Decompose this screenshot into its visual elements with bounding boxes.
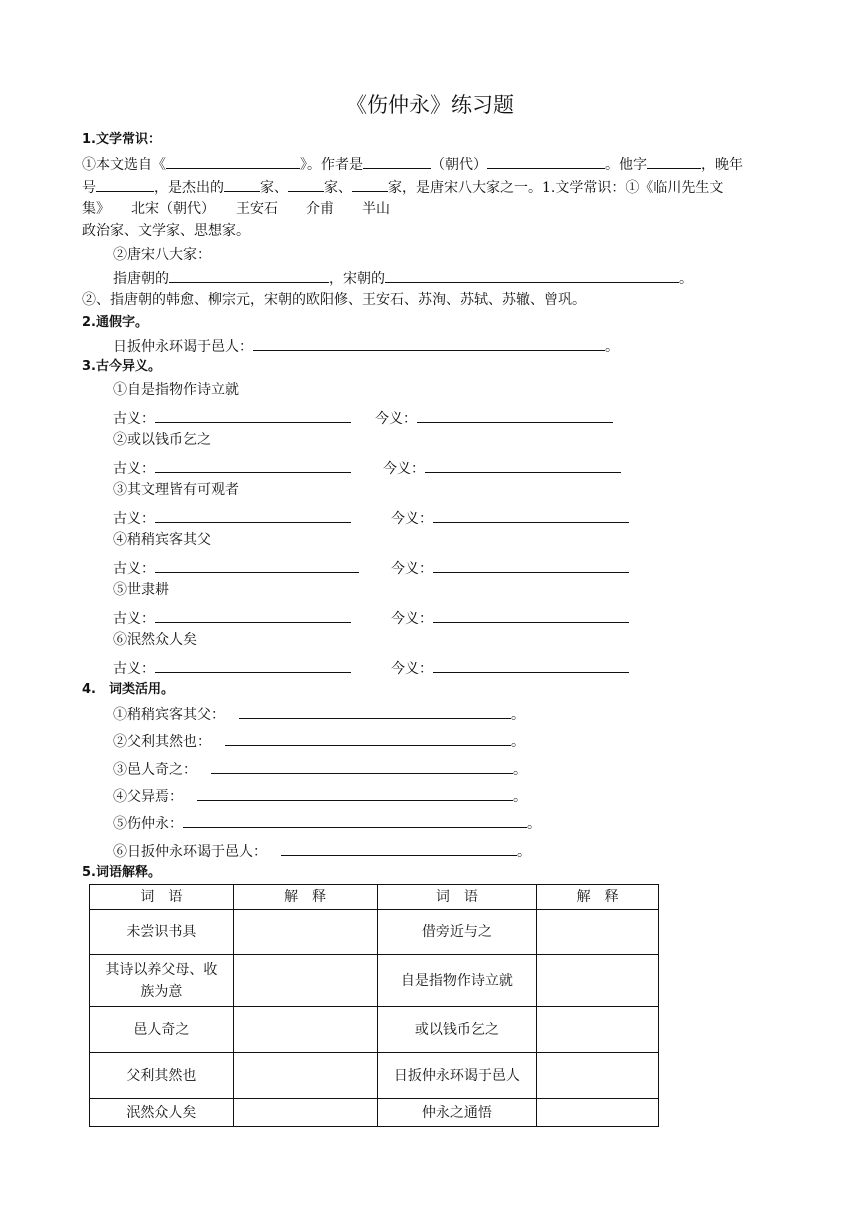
- blank-author[interactable]: [363, 154, 431, 169]
- table-row: [90, 910, 659, 955]
- blank-tongjia[interactable]: [253, 336, 605, 351]
- s4-text: 。: [511, 707, 525, 723]
- answer-cell[interactable]: [537, 1099, 659, 1127]
- s4-label: ②父利其然也：: [113, 734, 211, 750]
- s4-item-2: [113, 731, 525, 751]
- s4-item-5: [113, 813, 541, 833]
- s1-text: 家，是唐宋八大家之一。1.文学常识：①《临川先生文: [388, 180, 724, 196]
- s3-label: 今义：: [391, 661, 433, 677]
- term-cell: 或以钱币乞之: [377, 1007, 537, 1053]
- s3-label: 古义：: [113, 661, 155, 677]
- section-4-heading: 4. 词类活用。: [82, 682, 174, 697]
- s4-item-1: [113, 704, 525, 724]
- table-row: [90, 1007, 659, 1053]
- blank-hao[interactable]: [96, 177, 154, 192]
- s1-line4: 政治家、文学家、思想家。: [82, 223, 250, 239]
- s4-label: ⑥日扳仲永环谒于邑人：: [113, 844, 267, 860]
- answer-cell[interactable]: [537, 1007, 659, 1053]
- page-title: 《伤仲永》练习题: [346, 93, 514, 117]
- s1-text: 指唐朝的: [113, 271, 169, 287]
- s1-text: 家、: [260, 180, 288, 196]
- s3-answer-2: [113, 458, 621, 478]
- s3-label: 今义：: [391, 561, 433, 577]
- s1-text: ，宋朝的: [329, 271, 385, 287]
- s4-label: ①稍稍宾客其父：: [113, 707, 225, 723]
- s3-label: 今义：: [391, 511, 433, 527]
- blank-jin-4[interactable]: [433, 558, 629, 573]
- section-2-heading: 2.通假字。: [82, 315, 148, 330]
- section-3-heading: 3.古今异义。: [82, 359, 161, 374]
- s4-text: 。: [513, 789, 527, 805]
- s3-answer-5: [113, 608, 629, 628]
- s3-answer-1: [113, 408, 613, 428]
- blank-gu-6[interactable]: [155, 658, 351, 673]
- blank-tang-writers[interactable]: [169, 268, 329, 283]
- answer-cell[interactable]: [233, 955, 377, 1007]
- blank-jia-3[interactable]: [352, 177, 388, 192]
- s1-text: 号: [82, 180, 96, 196]
- s1-text: ，晚年: [701, 157, 743, 173]
- s1-text: （朝代）: [431, 157, 487, 173]
- answer-cell[interactable]: [233, 1053, 377, 1099]
- blank-jin-6[interactable]: [433, 658, 629, 673]
- blank-source-book[interactable]: [166, 154, 300, 169]
- answer-cell[interactable]: [537, 955, 659, 1007]
- s4-text: 。: [513, 762, 527, 778]
- s4-text: 。: [511, 734, 525, 750]
- s4-item-4: [113, 786, 527, 806]
- s2-text: 日扳仲永环谒于邑人：: [113, 339, 253, 355]
- s3-label: 今义：: [383, 461, 425, 477]
- blank-jin-5[interactable]: [433, 608, 629, 623]
- blank-jin-1[interactable]: [417, 408, 613, 423]
- s3-item-4: ④稍稍宾客其父: [113, 532, 211, 548]
- answer-cell[interactable]: [537, 910, 659, 955]
- section-1-heading: 1.文学常识：: [82, 132, 161, 147]
- s3-item-5: ⑤世隶耕: [113, 582, 169, 598]
- s3-label: 今义：: [375, 411, 417, 427]
- s4-item-3: [113, 759, 527, 779]
- s1-text: 。: [679, 271, 693, 287]
- term-cell: 自是指物作诗立就: [377, 955, 537, 1007]
- blank-song-writers[interactable]: [385, 268, 679, 283]
- blank-dynasty[interactable]: [487, 154, 605, 169]
- s2-text: 。: [605, 339, 619, 355]
- s1-line7: ②、指唐朝的韩愈、柳宗元，宋朝的欧阳修、王安石、苏洵、苏轼、苏辙、曾巩。: [82, 292, 586, 308]
- blank-zi[interactable]: [647, 154, 701, 169]
- s3-label: 古义：: [113, 511, 155, 527]
- term-cell: 父利其然也: [90, 1053, 234, 1099]
- s3-label: 古义：: [113, 461, 155, 477]
- table-row: [90, 1099, 659, 1127]
- col-header-term: 词 语: [377, 885, 537, 910]
- blank-gu-5[interactable]: [155, 608, 351, 623]
- blank-jia-2[interactable]: [288, 177, 324, 192]
- s3-answer-4: [113, 558, 629, 578]
- s1-line6: [113, 268, 693, 288]
- blank-huoyong-2[interactable]: [225, 731, 511, 746]
- s3-label: 古义：: [113, 411, 155, 427]
- term-cell: 日扳仲永环谒于邑人: [377, 1053, 537, 1099]
- blank-huoyong-1[interactable]: [239, 704, 511, 719]
- term-cell: 未尝识书具: [90, 910, 234, 955]
- s4-item-6: [113, 841, 531, 861]
- answer-cell[interactable]: [537, 1053, 659, 1099]
- s2-line: [113, 336, 619, 356]
- s3-item-3: ③其文理皆有可观者: [113, 482, 239, 498]
- blank-huoyong-5[interactable]: [183, 813, 527, 828]
- blank-huoyong-3[interactable]: [211, 759, 513, 774]
- blank-gu-3[interactable]: [155, 508, 351, 523]
- table-header-row: [90, 885, 659, 910]
- col-header-meaning: 解 释: [537, 885, 659, 910]
- blank-gu-2[interactable]: [155, 458, 351, 473]
- s3-item-2: ②或以钱币乞之: [113, 432, 211, 448]
- answer-cell[interactable]: [233, 910, 377, 955]
- s3-item-6: ⑥泯然众人矣: [113, 632, 197, 648]
- s1-line3: 集》 北宋（朝代） 王安石 介甫 半山: [82, 201, 390, 217]
- blank-gu-4[interactable]: [155, 558, 359, 573]
- term-cell: 邑人奇之: [90, 1007, 234, 1053]
- s3-answer-6: [113, 658, 629, 678]
- answer-cell[interactable]: [233, 1007, 377, 1053]
- blank-gu-1[interactable]: [155, 408, 351, 423]
- s4-label: ④父异焉：: [113, 789, 183, 805]
- s1-text: 》。作者是: [300, 157, 363, 173]
- section-5-heading: 5.词语解释。: [82, 865, 161, 880]
- s1-line2: [82, 177, 723, 197]
- s4-text: 。: [517, 844, 531, 860]
- s1-line5: ②唐宋八大家：: [113, 247, 211, 263]
- s1-line1: [82, 154, 743, 174]
- term-cell: 泯然众人矣: [90, 1099, 234, 1127]
- s4-text: 。: [527, 816, 541, 832]
- s3-answer-3: [113, 508, 629, 528]
- s1-text: 。他字: [605, 157, 647, 173]
- s1-text: ①本文选自《: [82, 157, 166, 173]
- s1-text: 家、: [324, 180, 352, 196]
- answer-cell[interactable]: [233, 1099, 377, 1127]
- table-row: [90, 955, 659, 1007]
- term-cell: 仲永之通悟: [377, 1099, 537, 1127]
- col-header-term: 词 语: [90, 885, 234, 910]
- blank-huoyong-6[interactable]: [281, 841, 517, 856]
- term-cell: 借旁近与之: [377, 910, 537, 955]
- vocab-table: [89, 884, 659, 1127]
- s3-label: 古义：: [113, 561, 155, 577]
- s3-label: 今义：: [391, 611, 433, 627]
- s1-text: ，是杰出的: [154, 180, 224, 196]
- table-row: [90, 1053, 659, 1099]
- blank-jia-1[interactable]: [224, 177, 260, 192]
- s3-item-1: ①自是指物作诗立就: [113, 382, 239, 398]
- s3-label: 古义：: [113, 611, 155, 627]
- blank-jin-3[interactable]: [433, 508, 629, 523]
- term-cell: 其诗以养父母、收族为意: [90, 955, 234, 1007]
- blank-jin-2[interactable]: [425, 458, 621, 473]
- col-header-meaning: 解 释: [233, 885, 377, 910]
- blank-huoyong-4[interactable]: [197, 786, 513, 801]
- s4-label: ③邑人奇之：: [113, 762, 197, 778]
- s4-label: ⑤伤仲永：: [113, 816, 183, 832]
